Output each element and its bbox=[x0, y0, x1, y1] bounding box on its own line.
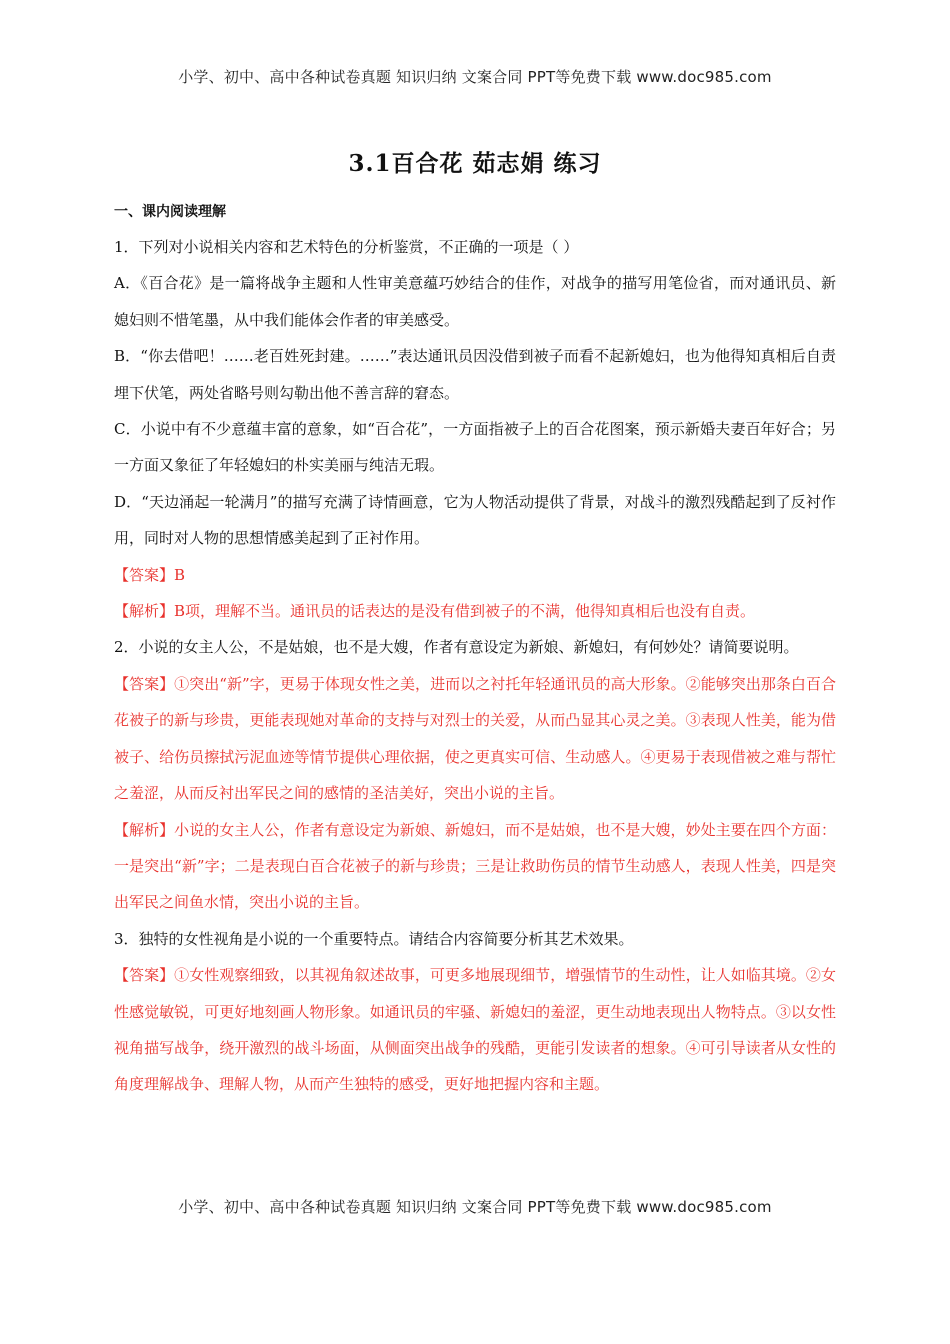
analysis-tag: 【解析】 bbox=[114, 820, 175, 839]
answer-text: ①突出“新”字，更易于体现女性之美，进而以之衬托年轻通讯员的高大形象。②能够突出那条白百合花被子的新与珍贵，更能表现她对革命的支持与对烈士的关爱，从而凸显其心灵之美。③表现人性美，能为借被子、给伤员擦拭污泥血迹等情节提供心理依据，使之更真实可信、生动感人。④更易于表现借被之难与帮忙之羞涩，从而反衬出军民之间的感情的圣洁美好，突出小说的主旨。 bbox=[114, 674, 836, 803]
question-1-option-c: C．小说中有不少意蕴丰富的意象，如“百合花”，一方面指被子上的百合花图案，预示新婚夫妻百年好合；另一方面又象征了年轻媳妇的朴实美丽与纯洁无瑕。 bbox=[114, 420, 836, 475]
question-2-analysis bbox=[114, 812, 836, 921]
answer-text: B bbox=[174, 565, 186, 584]
question-3-answer bbox=[114, 957, 836, 1103]
answer-text: ①女性观察细致，以其视角叙述故事，可更多地展现细节，增强情节的生动性，让人如临其境。②女性感觉敏锐，可更好地刻画人物形象。如通讯员的牢骚、新媳妇的羞涩，更生动地表现出人物特点。③以女性视角描写战争，绕开激烈的战斗场面，从侧面突出战争的残酷，更能引发读者的想象。④可引导读者从女性的角度理解战争、理解人物，从而产生独特的感受，更好地把握内容和主题。 bbox=[114, 966, 836, 1094]
answer-tag: 【答案】 bbox=[114, 674, 175, 693]
document-title: 3.1百合花 茹志娟 练习 bbox=[348, 150, 602, 177]
page-header: 小学、初中、高中各种试卷真题 知识归纳 文案合同 PPT等免费下载 www.doc985.com bbox=[178, 68, 772, 86]
question-3-stem: 3．独特的女性视角是小说的一个重要特点。请结合内容简要分析其艺术效果。 bbox=[114, 929, 634, 948]
question-2-stem: 2．小说的女主人公，不是姑娘，也不是大嫂，作者有意设定为新娘、新媳妇，有何妙处？请简要说明。 bbox=[114, 638, 799, 657]
question-1-answer bbox=[114, 557, 836, 593]
question-1-option-b: B．“你去借吧！……老百姓死封建。……”表达通讯员因没借到被子而看不起新媳妇，也为他得知真相后自责埋下伏笔，两处省略号则勾勒出他不善言辞的窘态。 bbox=[114, 347, 836, 402]
analysis-tag: 【解析】 bbox=[114, 602, 175, 621]
question-1-analysis bbox=[114, 593, 836, 629]
answer-tag: 【答案】 bbox=[114, 966, 175, 985]
question-1-option-a: A．《百合花》是一篇将战争主题和人性审美意蕴巧妙结合的佳作，对战争的描写用笔俭省，而对通讯员、新媳妇则不惜笔墨，从中我们能体会作者的审美感受。 bbox=[114, 274, 836, 329]
document-body bbox=[114, 200, 836, 1103]
analysis-text: 小说的女主人公，作者有意设定为新娘、新媳妇，而不是姑娘，也不是大嫂，妙处主要在四个方面：一是突出“新”字；二是表现白百合花被子的新与珍贵；三是让救助伤员的情节生动感人，表现人性美，四是突出军民之间鱼水情，突出小说的主旨。 bbox=[114, 820, 836, 912]
page-footer: 小学、初中、高中各种试卷真题 知识归纳 文案合同 PPT等免费下载 www.doc985.com bbox=[178, 1198, 772, 1216]
answer-tag: 【答案】 bbox=[114, 565, 175, 584]
question-1-stem: 1．下列对小说相关内容和艺术特色的分析鉴赏，不正确的一项是（ ） bbox=[114, 238, 579, 256]
question-2-answer bbox=[114, 666, 836, 812]
analysis-text: B项，理解不当。通讯员的话表达的是没有借到被子的不满，他得知真相后也没有自责。 bbox=[174, 602, 756, 621]
question-1-option-d: D．“天边涌起一轮满月”的描写充满了诗情画意，它为人物活动提供了背景，对战斗的激烈残酷起到了反衬作用，同时对人物的思想情感美起到了正衬作用。 bbox=[114, 492, 836, 548]
section-heading: 一、课内阅读理解 bbox=[114, 204, 226, 220]
